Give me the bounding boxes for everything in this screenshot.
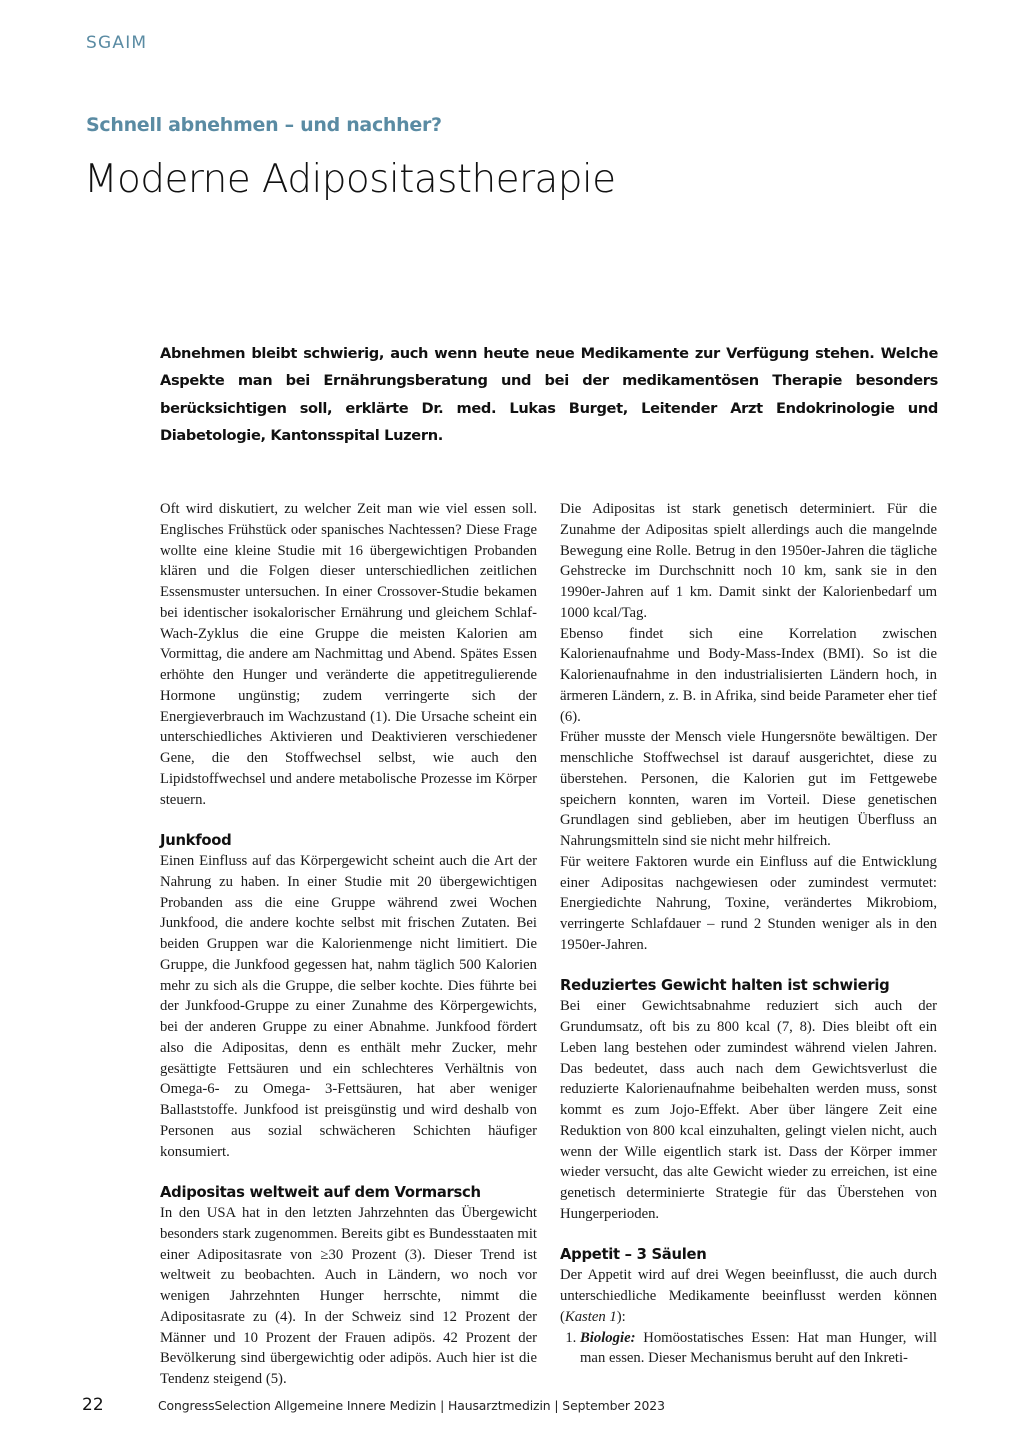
intro-paragraph: Oft wird diskutiert, zu welcher Zeit man wie viel essen soll. Englisches Frühstück oder spanisches Nachtessen? Diese Frage wollte eine kleine Studie mit 16 übergewichtigen Probanden klären und die Folgen dieser unterschiedlichen zeitlichen Essensmuster untersuchen. In einer Crossover-Studie bekamen bei identischer isokalorischer Ernährung und gleichem Schlaf-Wach-Zyklus die eine Gruppe die meisten Kalorien am Vormittag, die andere am Nachmittag und Abend. Spätes Essen erhöhte den Hunger und veränderte die appetitregulierende Hormone ungünstig; zudem verringerte sich der Energieverbrauch im Wachzustand (1). Die Ursache scheint ein unterschiedliches Aktivieren und Deaktivieren verschiedener Gene, die den Stoffwechsel selbst, wie auch den Lipidstoffwechsel und andere metabolische Prozesse im Körper steuern.	[160, 501, 537, 808]
column-left	[160, 499, 537, 1390]
article-title: Moderne Adipositastherapie	[84, 157, 616, 202]
page-footer	[82, 1395, 962, 1415]
list-item-term: Biologie:	[580, 1329, 636, 1346]
list-item-text: Homöostatisches Essen: Hat man Hunger, will man essen. Dieser Mechanismus beruht auf den Inkreti-	[580, 1329, 937, 1367]
section-body-junkfood: Einen Einfluss auf das Körpergewicht scheint auch die Art der Nahrung zu haben. In einer Studie mit 20 übergewichtigen Probanden ass die eine Gruppe während zwei Wochen Junkfood, die andere kochte selbst mit frischen Zutaten. Bei beiden Gruppen war die Kalorienmenge nicht limitiert. Die Gruppe, die Junkfood gegessen hat, nahm täglich 500 Kalorien mehr zu sich als die Gruppe, die selber kochte. Dies führte bei der Junkfood-Gruppe zu einer Zunahme des Körpergewichts, bei der anderen Gruppe zu einer Abnahme. Junkfood fördert also die Adipositas, denn es enthält mehr Zucker, mehr gesättigte Fettsäuren und ein schlechteres Verhältnis von Omega-6- zu Omega- 3-Fettsäuren, hat aber weniger Ballaststoffe. Junkfood ist preisgünstig und wird deshalb von Personen aus sozial schwächeren Schichten häufiger konsumiert.	[160, 853, 537, 1160]
appetit-text: Der Appetit wird auf drei Wegen beeinflusst, die auch durch unterschiedliche Medikamente beeinflusst werden können (	[560, 1267, 937, 1325]
column-right	[560, 499, 937, 1369]
section-heading-junkfood: Junkfood	[160, 832, 232, 849]
section-heading-gewicht-halten: Reduziertes Gewicht halten ist schwierig	[560, 977, 890, 995]
article-kicker: Schnell abnehmen – und nachher?	[86, 114, 442, 136]
section-body-adipositas-weltweit: In den USA hat in den letzten Jahrzehnten das Übergewicht besonders stark zugenommen. Bereits gibt es Bundesstaaten mit einer Adipositasrate von ≥30 Prozent (3). Dieser Trend ist weltweit zu beobachten. Auch in Ländern, wo noch vor wenigen Jahrzehnten Hunger herrschte, nimmt die Adipositasrate zu (4). In der Schweiz sind 12 Prozent der Männer und 10 Prozent der Frauen adipös. 42 Prozent der Bevölkerung sind übergewichtig oder adipös. Auch hier ist die Tendenz steigend (5).	[160, 1205, 537, 1387]
section-heading-adipositas-weltweit: Adipositas weltweit auf dem Vormarsch	[160, 1184, 481, 1201]
list-item	[580, 1328, 937, 1370]
paragraph-weitere-faktoren: Für weitere Faktoren wurde ein Einfluss auf die Entwicklung einer Adipositas nachgewiesen oder zumindest vermutet: Energiedichte Nahrung, Toxine, verändertes Mikrobiom, verringerte Schlafdauer – rund 2 Stunden weniger als in den 1950er-Jahren.	[560, 853, 937, 953]
section-body-gewicht-halten: Bei einer Gewichtsabnahme reduziert sich auch der Grundumsatz, oft bis zu 800 kcal (7, 8). Dies bleibt oft ein Leben lang bestehen oder zumindest während vielen Jahren. Das bedeutet, dass auch nach dem Gewichtsverlust die reduzierte Kalorienaufnahme beibehalten werden muss, sonst kommt es zum Jojo-Effekt. Aber über längere Zeit eine Reduktion von 800 kcal einzuhalten, gelingt vielen nicht, auch wenn der Wille eigentlich stark ist. Dass der Körper immer wieder versucht, das alte Gewicht wieder zu erreichen, ist eine genetisch determinierte Strategie für das Überstehen von Hungerperioden.	[560, 998, 937, 1222]
publication-info: CongressSelection Allgemeine Innere Medizin | Hausarztmedizin | September 2023	[158, 1398, 665, 1413]
section-body-appetit	[560, 1265, 937, 1327]
appetit-text-end: ):	[616, 1308, 626, 1325]
spacer	[560, 956, 937, 977]
lead-paragraph: Abnehmen bleibt schwierig, auch wenn heute neue Medikamente zur Verfügung stehen. Welche Aspekte man bei Ernährungsberatung und bei der medikamentösen Therapie besonders berücksichtigen soll, erklärte Dr. med. Lukas Burget, Leitender Arzt Endokrinologie und Diabetologie, Kantonsspital Luzern.	[160, 345, 938, 445]
appetit-list	[560, 1328, 937, 1370]
kasten-reference: Kasten 1	[564, 1308, 617, 1325]
section-label: SGAIM	[86, 33, 148, 53]
page-number: 22	[82, 1395, 104, 1415]
section-heading-appetit: Appetit – 3 Säulen	[560, 1246, 707, 1264]
spacer	[160, 1162, 537, 1183]
spacer	[560, 1225, 937, 1246]
paragraph-hungersnoete: Früher musste der Mensch viele Hungersnöte bewältigen. Der menschliche Stoffwechsel ist darauf ausgerichtet, diese zu überstehen. Personen, die Kalorien gut im Fettgewebe speichern konnten, waren im Vorteil. Diese genetischen Grundlagen sind geblieben, aber im heutigen Überfluss an Nahrungsmitteln sind sie nicht mehr hilfreich.	[560, 729, 937, 849]
spacer	[160, 810, 537, 831]
paragraph-korrelation: Ebenso findet sich eine Korrelation zwischen Kalorienaufnahme und Body-Mass-Index (BMI). So ist die Kalorienaufnahme in den industrialisierten Ländern hoch, in ärmeren Ländern, z. B. in Afrika, sind beide Parameter eher tief (6).	[560, 625, 937, 725]
paragraph-genetik: Die Adipositas ist stark genetisch determiniert. Für die Zunahme der Adipositas spielt allerdings auch die mangelnde Bewegung eine Rolle. Betrug in den 1950er-Jahren die tägliche Gehstrecke im Durchschnitt noch 10 km, sank sie in den 1990er-Jahren auf 1 km. Damit sinkt der Kalorienbedarf um 1000 kcal/Tag.	[560, 501, 937, 621]
